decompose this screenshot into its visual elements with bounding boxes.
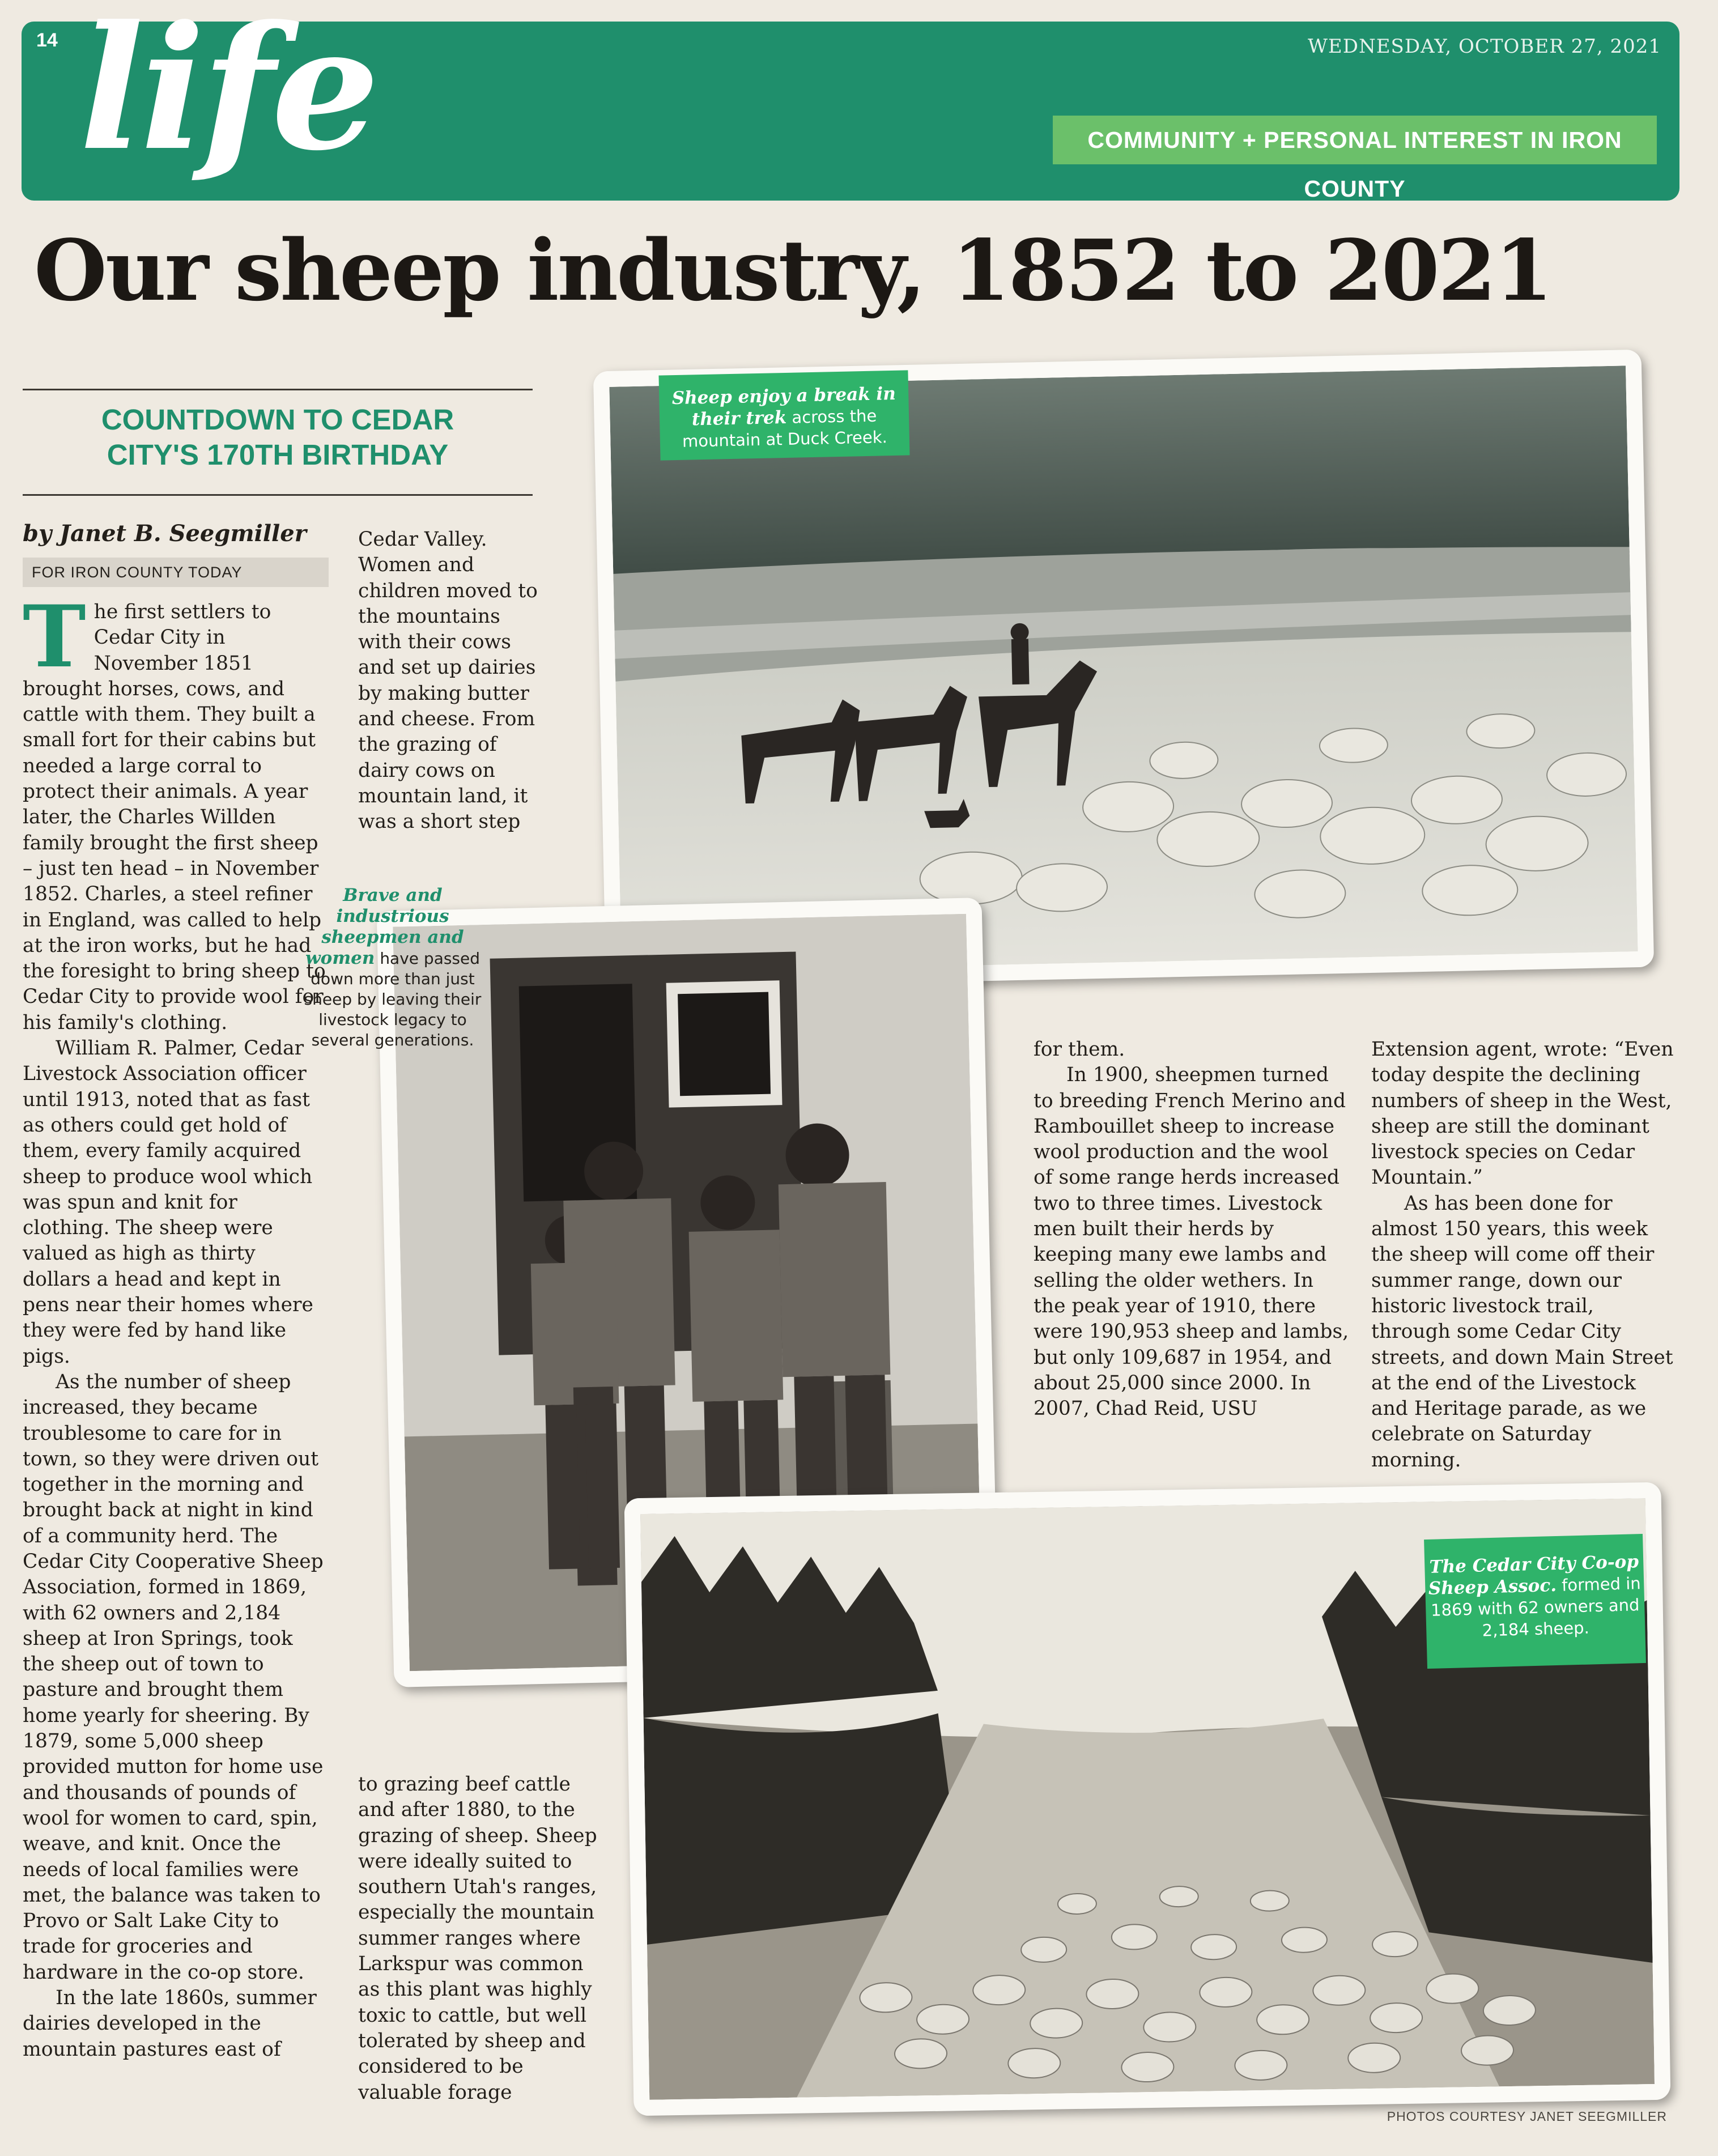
caption-photo-3: The Cedar City Co-op Sheep Assoc. formed in 1869 with 62 owners and 2,184 sheep. (1424, 1534, 1646, 1669)
paragraph: to grazing beef cattle and after 1880, to the grazing of sheep. Sheep were ideally suited to southern Utah's ranges, especially the mountain summer ranges where Larkspur was common as this plant was highly toxic to cattle, but well tolerated by sheep and considered to be valuable forage (358, 1773, 597, 2104)
caption-photo-2: Brave and industrious sheepmen and women have passed down more than just sheep by leaving their livestock legacy to several generations. (304, 885, 482, 1049)
section-tagline: COMMUNITY + PERSONAL INTEREST IN IRON COUNTY (1087, 127, 1622, 202)
headline: Our sheep industry, 1852 to 2021 (34, 221, 1551, 320)
affiliation: FOR IRON COUNTY TODAY (32, 564, 243, 581)
kicker-rule-top (23, 389, 533, 390)
paragraph: William R. Palmer, Cedar Livestock Association officer until 1913, noted that as fast as others could get hold of them, every family acquired sheep to produce wool which was spun and knit for clothing. The sheep were valued as high as thirty dollars a head and kept in pens near their homes where they were fed by hand like pigs. (23, 1037, 313, 1368)
paragraph: As the number of sheep increased, they became troublesome to care for in town, so they were driven out together in the morning and brought back at night in kind of a community herd. The Cedar City Cooperative Sheep Association, formed in 1869, with 62 owners and 2,184 sheep at Iron Springs, took the sheep out of town to pasture and brought them home yearly for sheering. By 1879, some 5,000 sheep provided mutton for home use and thousands of pounds of wool for women to card, spin, weave, and knit. Once the needs of local families were met, the balance was taken to Provo or Salt Lake City to trade for groceries and hardware in the co-op store. (23, 1370, 324, 1984)
paragraph: In 1900, sheepmen turned to breeding French Merino and Rambouillet sheep to increase wool production and the wool of some range herds increased two to three times. Livestock men built their herds by keeping many ewe lambs and selling the older wethers. In the peak year of 1910, there were 190,953 sheep and lambs, but only 109,687 in 1954, and about 25,000 since 2000. In 2007, Chad Reid, USU (1034, 1064, 1349, 1421)
article-column-2-top (358, 527, 545, 835)
kicker-line-1: COUNTDOWN TO CEDAR (101, 403, 454, 436)
kicker (23, 402, 533, 473)
paragraph: for them. (1034, 1038, 1125, 1061)
byline: by Janet B. Seegmiller (23, 520, 307, 547)
paragraph: Extension agent, wrote: “Even today despite the declining numbers of sheep in the West, sheep are still the dominant livestock species on Cedar Mountain.” (1371, 1038, 1674, 1189)
kicker-rule-bottom (23, 494, 533, 496)
paragraph: Cedar Valley. Women and children moved to the mountains with their cows and set up dairies by making butter and cheese. From the grazing of dairy cows on mountain land, it was a short step (358, 528, 538, 834)
section-title: life (79, 0, 376, 188)
photo-credit: PHOTOS COURTESY JANET SEEGMILLER (1387, 2109, 1667, 2124)
paragraph: As has been done for almost 150 years, this week the sheep will come off their summer range, down our historic livestock trail, through some Cedar City streets, and down Main Street at the end of the Livestock and Heritage parade, as we celebrate on Saturday morning. (1371, 1192, 1673, 1472)
caption-photo-1: Sheep enjoy a break in their trek across the mountain at Duck Creek. (658, 370, 909, 460)
article-column-2-bottom (358, 1772, 607, 2106)
page-number: 14 (36, 29, 58, 51)
paragraph: In the late 1860s, summer dairies developed in the mountain pastures east of (23, 1987, 317, 2061)
article-column-3 (1034, 1037, 1351, 1422)
kicker-line-2: CITY'S 170TH BIRTHDAY (107, 439, 449, 471)
drop-cap: T (23, 587, 86, 687)
article-column-1 (23, 587, 329, 2063)
issue-date: WEDNESDAY, OCTOBER 27, 2021 (1307, 35, 1661, 58)
article-column-4 (1371, 1037, 1677, 1473)
paragraph: The first settlers to Cedar City in November 1851 brought horses, cows, and cattle with them. They built a small fort for their cabins but needed a large corral to protect their animals. A year later, the Charles Willden family brought the first sheep – just ten head – in November 1852. Charles, a steel refiner in England, was called to help at the iron works, but he had the foresight to bring sheep to Cedar City to provide wool for his family's clothing. (23, 587, 326, 1034)
